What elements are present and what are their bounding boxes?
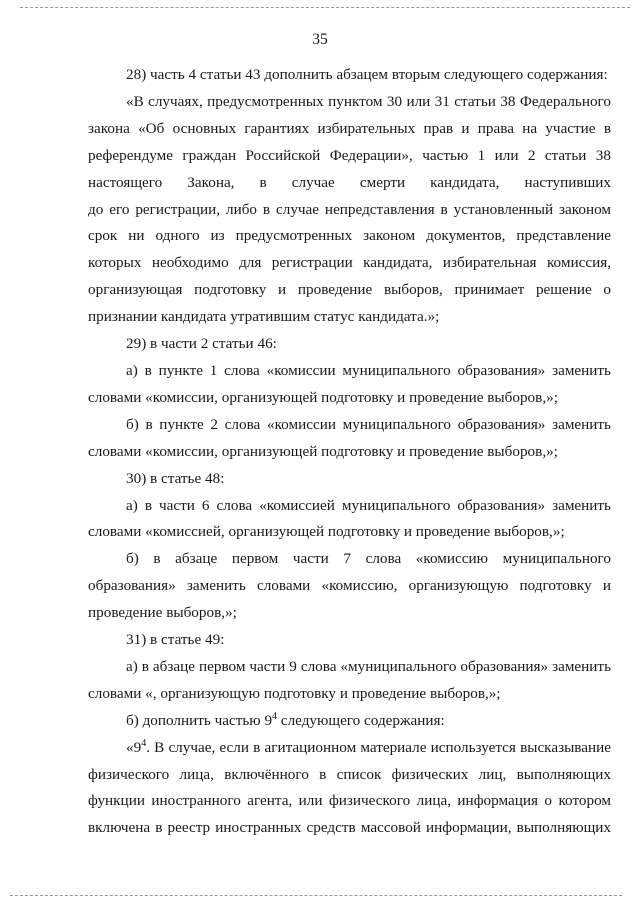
paragraph-31-b: [88, 708, 611, 735]
paragraph-29-b: б) в пункте 2 слова «комиссии муниципального образования» заменить словами «комиссии, организующей подготовку и проведение выборов,»;: [88, 415, 611, 460]
page-number: 35: [312, 31, 328, 48]
document-body: [88, 62, 611, 842]
paragraph-28-quote-part-1: «В случаях, предусмотренных пунктом 30 или 31 статьи 38 Федерального закона «Об основных гарантиях избирательных прав и права на участие в референдуме граждан Российской Федерации», частью 1 или 2 статьи 38 настоящего Закона, в случае смерти кандидата, наступивших: [88, 92, 611, 191]
paragraph-31-c-text: . В случае, если в агитационном материале используется высказывание физического лица, включённого в список физических лиц, выполняющих функции иностранного агента, или физического лица, информация о котором включена в реестр иностранных средств массовой информации, выполняющих: [88, 738, 611, 837]
paragraph-31-a: а) в абзаце первом части 9 слова «муниципального образования» заменить словами «, организующую подготовку и проведение выборов,»;: [88, 657, 611, 702]
paragraph-31-c-text-start: «9: [126, 738, 142, 756]
paragraph-30-heading: 30) в статье 48:: [126, 469, 225, 487]
paragraph-29-heading: 29) в части 2 статьи 46:: [126, 335, 277, 353]
paragraph-29-a: а) в пункте 1 слова «комиссии муниципального образования» заменить словами «комиссии, организующей подготовку и проведение выборов,»;: [88, 361, 611, 406]
paragraph-30-b: б) в абзаце первом части 7 слова «комиссию муниципального образования» заменить словами «комиссию, организующую подготовку и проведение выборов,»;: [88, 550, 611, 622]
paragraph-31-heading: 31) в статье 49:: [126, 631, 225, 649]
scan-edge-top: [20, 7, 630, 8]
superscript-index: 4: [141, 737, 147, 749]
paragraph-28-quote-part-2: до его регистрации, либо в случае непредставления в установленный законом срок ни одного из предусмотренных законом документов, представление которых необходимо для регистрации кандидата, избирательная комиссия, организующая подготовку и проведение выборов, принимает решение о признании кандидата утратившим статус кандидата.»;: [88, 200, 611, 326]
paragraph-31-b-text-end: следующего содержания:: [277, 711, 445, 729]
paragraph-31-c-quote: [88, 735, 611, 843]
paragraph-30-a: а) в части 6 слова «комиссией муниципального образования» заменить словами «комиссией, организующей подготовку и проведение выборов,»;: [88, 496, 611, 541]
scan-edge-bottom: [10, 895, 622, 896]
paragraph-31-b-text: б) дополнить частью 9: [126, 711, 273, 729]
superscript-index: 4: [272, 710, 278, 722]
paragraph-28-heading: 28) часть 4 статьи 43 дополнить абзацем вторым следующего содержания:: [126, 66, 608, 83]
